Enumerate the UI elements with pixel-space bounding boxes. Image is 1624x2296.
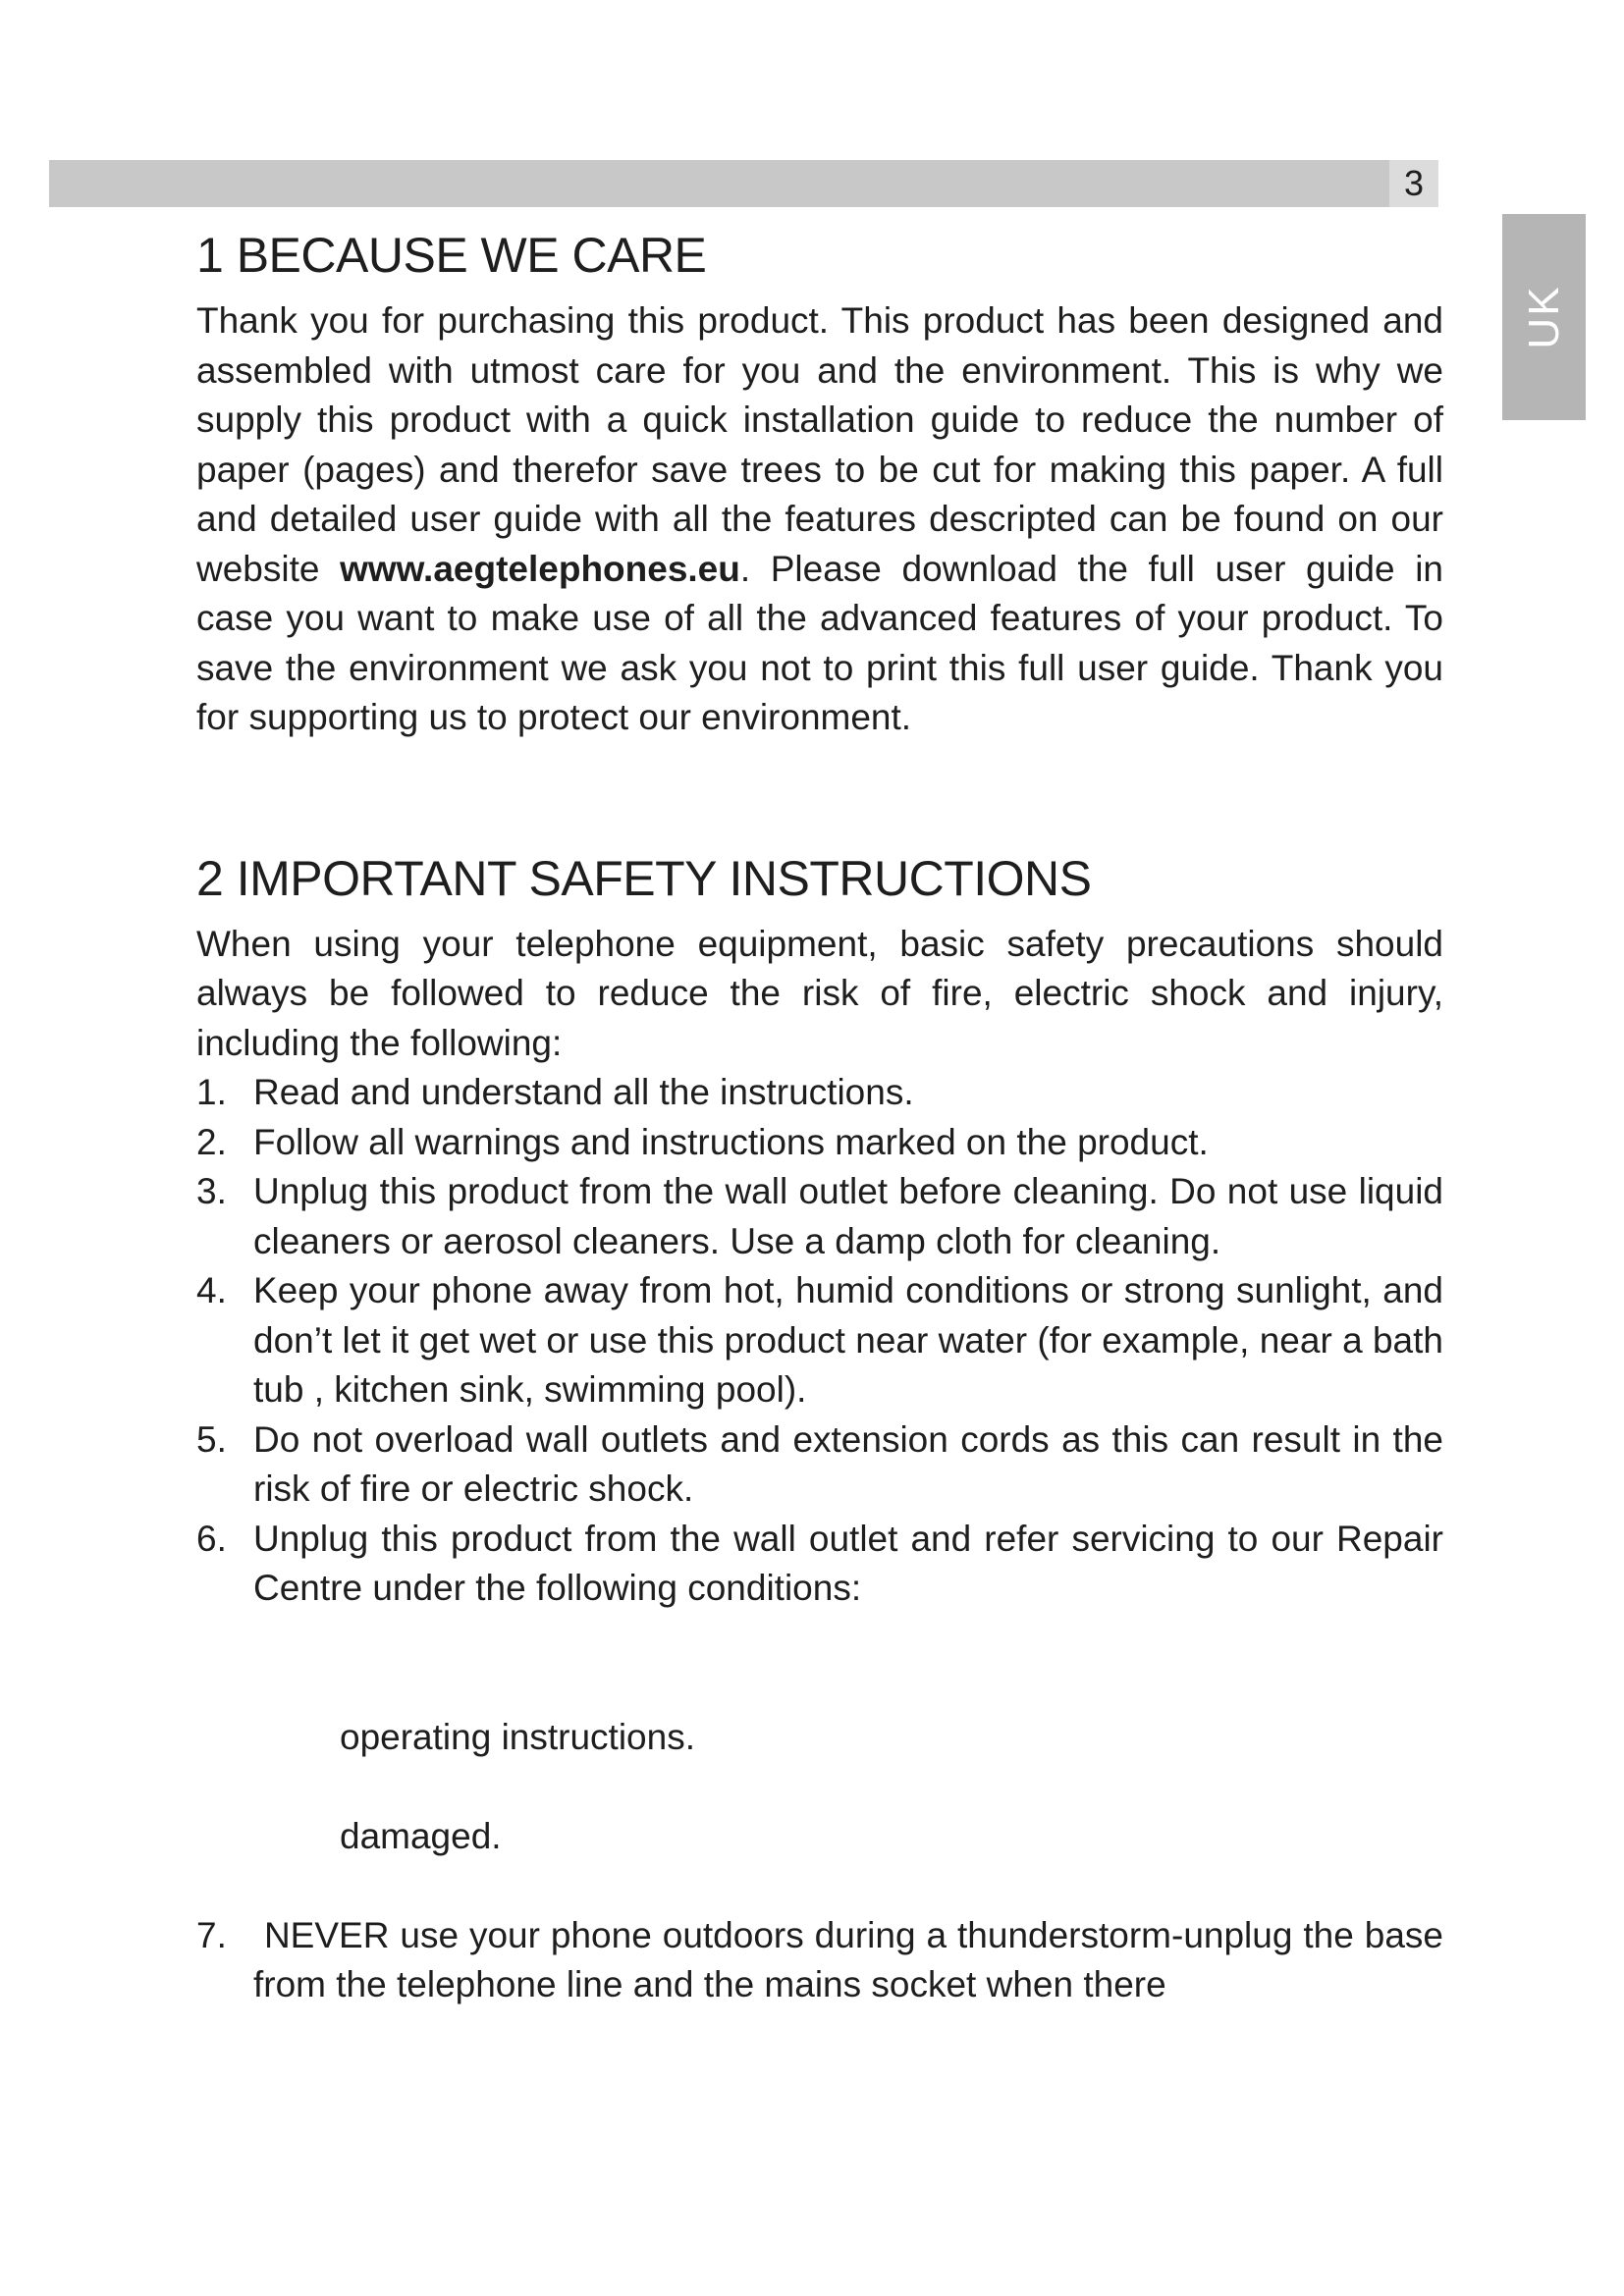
safety-item-number: 7. [196,1914,227,1955]
safety-item-text: Follow all warnings and instructions marked on the product. [253,1121,1209,1162]
header-bar [49,160,1389,207]
safety-list [196,1068,1443,2010]
safety-item-number: 6. [196,1518,227,1559]
section-1-title: 1 BECAUSE WE CARE [196,228,707,283]
language-tab-label: UK [1519,285,1568,349]
safety-item [196,1515,1443,1911]
section-1-paragraph [196,296,1443,743]
blank-line [253,1663,1443,1713]
section-2-title: 2 IMPORTANT SAFETY INSTRUCTIONS [196,850,1092,906]
blank-line [253,1614,1443,1664]
safety-item [196,1068,1443,1118]
safety-item-number: 1. [196,1072,227,1112]
safety-item-text: Read and understand all the instructions. [253,1072,914,1112]
blank-line [253,1861,1443,1911]
condition-line: damaged. [340,1815,502,1856]
safety-item-text: Keep your phone away from hot, humid conditions or strong sunlight, and don’t let it get wet or use this product near water (for example, near a bath tub , kitchen sink, swimming pool). [253,1270,1443,1410]
page-content [196,214,1443,2010]
safety-item-number: 5. [196,1418,227,1460]
section-1-text-after-link: . Please download the full user guide in case you want to make use of all the advanced features of your product. To save the environment we ask you not to print this full user guide. Thank you for supporting us to protect our environment. [196,548,1443,737]
safety-item-text: NEVER use your phone outdoors during a thunderstorm-unplug the base from the telephone line and the mains socket when there [253,1914,1443,2004]
section-1-text-before-link: Thank you for purchasing this product. This product has been designed and assembled with utmost care for you and the environment. This is why we supply this product with a quick installation guide to reduce the number of paper (pages) and therefor save trees to be cut for making this paper. A full and detailed user guide with all the features descripted can be found on our website [196,300,1443,589]
blank-line [253,1762,1443,1812]
condition-line: operating instructions. [340,1716,695,1757]
safety-item-text: Do not overload wall outlets and extension cords as this can result in the risk of fire or electric shock. [253,1418,1443,1509]
section-safety-instructions [196,837,1443,2010]
safety-item-text: Unplug this product from the wall outlet before cleaning. Do not use liquid cleaners or aerosol cleaners. Use a damp cloth for cleaning. [253,1171,1443,1261]
safety-item-text: Unplug this product from the wall outlet and refer servicing to our Repair Centre under the following conditions: [253,1518,1443,1608]
safety-item-number: 4. [196,1270,227,1310]
safety-item-number: 2. [196,1121,227,1162]
website-link[interactable]: www.aegtelephones.eu [340,548,740,589]
section-because-we-care [196,214,1443,743]
section-2-intro: When using your telephone equipment, basic safety precautions should always be followed to reduce the risk of fire, electric shock and injury, including the following: [196,923,1443,1063]
page-number: 3 [1389,160,1438,207]
safety-item [196,1167,1443,1266]
safety-item-number: 3. [196,1171,227,1211]
section-gap [196,743,1443,837]
safety-item [196,1118,1443,1168]
safety-item [196,1911,1443,2010]
safety-item [196,1415,1443,1515]
safety-item [196,1266,1443,1415]
safety-item-6-conditions [253,1614,1443,1911]
language-tab [1502,214,1586,420]
